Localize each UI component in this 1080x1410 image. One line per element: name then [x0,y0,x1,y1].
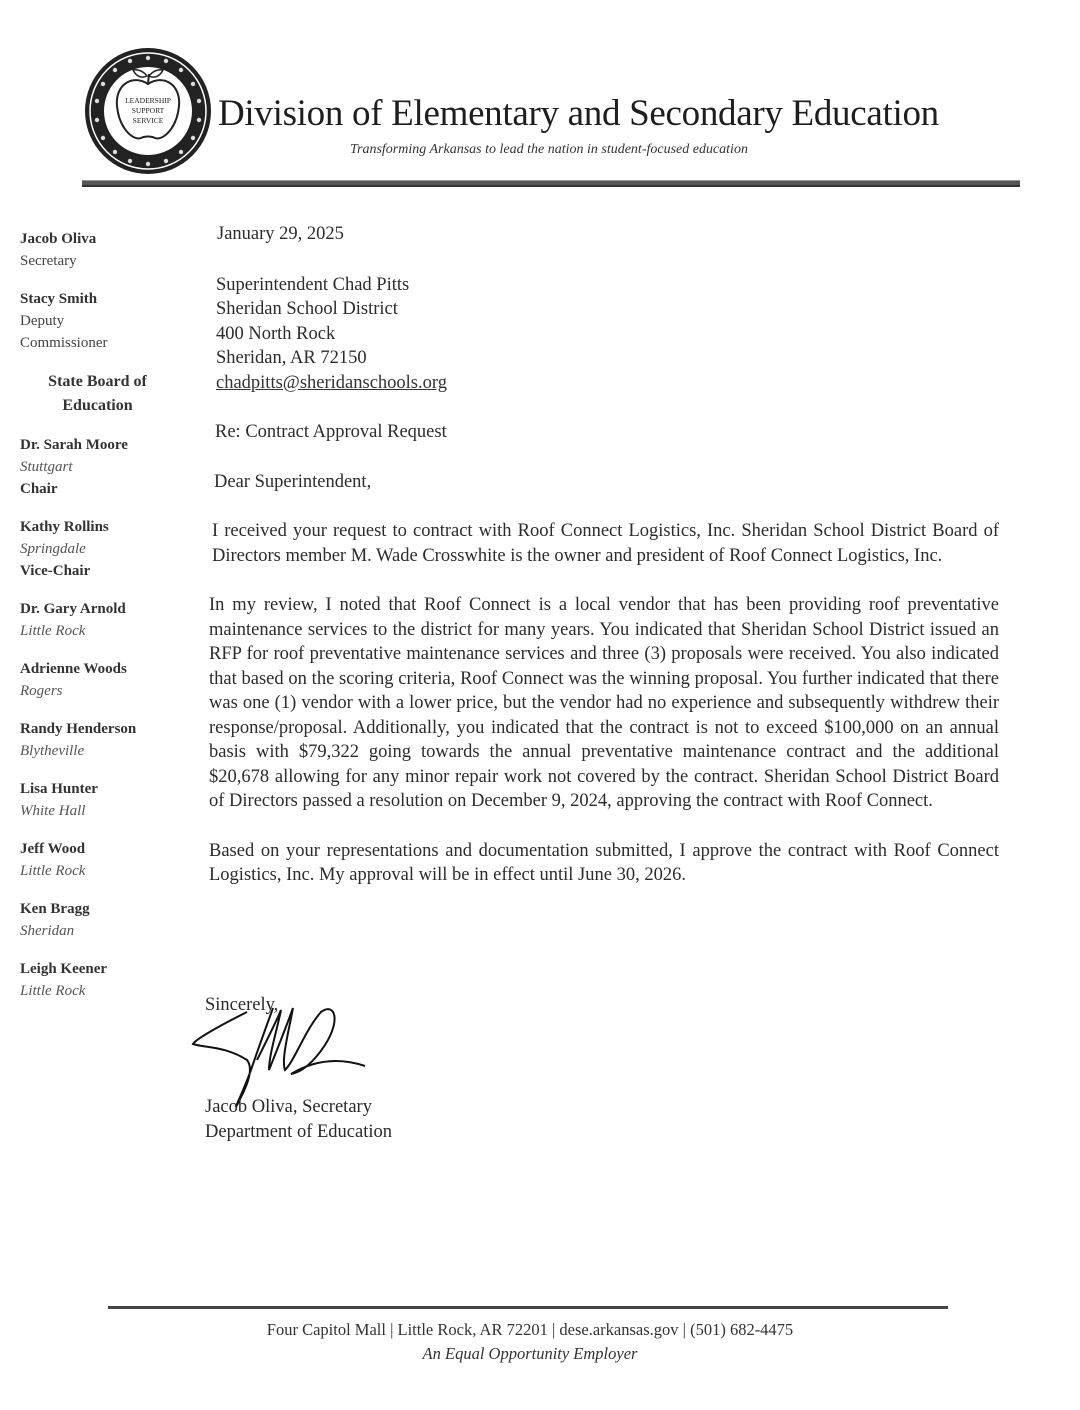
member-name: Dr. Sarah Moore [20,437,128,453]
board-member [20,434,200,500]
letterhead-sidebar [20,228,200,1018]
official-name: Jacob Oliva [20,231,97,247]
board-member [20,516,200,582]
paragraph-2: In my review, I noted that Roof Connect is a local vendor that has been providing roof preventative maintenance services to the district for many years. You indicated that Sheridan School District issued an RFP for roof preventative maintenance services and three (3) proposals were received. You also indicated that based on the scoring criteria, Roof Connect was the winning proposal. You further indicated that there was one (1) vendor with a lower price, but the vendor had no experience and subsequently withdrew their response/proposal. Additionally, you indicated that the contract is not to exceed $100,000 on an annual basis with $79,322 going towards the annual preventative maintenance contract and the additional $20,678 allowing for any minor repair work not covered by the contract. Sheridan School District Board of Directors passed a resolution on December 9, 2024, approving the contract with Roof Connect. [209,595,999,811]
member-name: Dr. Gary Arnold [20,601,126,617]
seal-text-3: SERVICE [132,116,164,125]
recipient-email-link[interactable]: chadpitts@sheridanschools.org [216,372,447,393]
board-member [20,838,200,882]
letter-body [209,222,999,888]
board-member [20,718,200,762]
official-role: Deputy [20,313,65,329]
signature-image [185,1000,395,1110]
official-role: Commissioner [20,335,108,351]
board-member [20,898,200,942]
closing: Sincerely, [205,995,279,1015]
seal-text-1: LEADERSHIP [125,96,171,105]
leadership-seal-logo [83,46,213,176]
member-name: Ken Bragg [20,901,90,917]
board-member [20,658,200,702]
member-name: Adrienne Woods [20,661,127,677]
member-city: Little Rock [20,983,86,999]
recipient-line: Sheridan School District [216,299,398,319]
member-name: Randy Henderson [20,721,137,737]
subject-line: Re: Contract Approval Request [215,422,447,442]
member-name: Lisa Hunter [20,781,98,797]
recipient-line: 400 North Rock [216,323,336,344]
agency-tagline: Transforming Arkansas to lead the nation in student-focused education [350,142,748,157]
official-entry [20,288,200,354]
member-city: White Hall [20,803,86,819]
member-city: Rogers [20,683,63,699]
board-member [20,598,200,642]
paragraph-1: I received your request to contract with Roof Connect Logistics, Inc. Sheridan School District Board of Directors member M. Wade Crosswhite is the owner and president of Roof Connect Logistics, Inc. [212,521,999,566]
seal-text-2: SUPPORT [131,106,165,115]
member-city: Little Rock [20,863,86,879]
header-divider [82,180,1020,187]
official-role: Secretary [20,253,77,269]
member-title: Chair [20,481,58,497]
footer-address: Four Capitol Mall | Little Rock, AR 72201 | dese.arkansas.gov | (501) 682-4475 [266,1320,794,1339]
footer-eoe: An Equal Opportunity Employer [422,1344,638,1363]
footer-divider [108,1306,948,1309]
board-heading-line: Education [62,397,133,414]
member-city: Springdale [20,541,86,557]
member-name: Leigh Keener [20,961,108,977]
recipient-address [216,273,999,396]
signer-name: Jacob Oliva, Secretary [205,1097,372,1117]
board-member [20,778,200,822]
paragraph-3: Based on your representations and documentation submitted, I approve the contract with Roof Connect Logistics, Inc. My approval will be in effect until June 30, 2026. [209,840,999,885]
board-member [20,958,200,1002]
member-name: Jeff Wood [20,841,86,857]
board-heading-line: State Board of [48,373,147,390]
member-city: Blytheville [20,743,85,759]
member-city: Stuttgart [20,459,73,475]
recipient-line: Sheridan, AR 72150 [216,348,367,368]
member-city: Sheridan [20,923,75,939]
member-city: Little Rock [20,623,86,639]
board-heading [20,370,175,418]
recipient-line: Superintendent Chad Pitts [216,274,410,295]
signer-department: Department of Education [205,1122,392,1142]
signer-block [205,1095,392,1145]
official-name: Stacy Smith [20,291,98,307]
member-name: Kathy Rollins [20,519,109,535]
official-entry [20,228,200,272]
member-title: Vice-Chair [20,563,91,579]
letterhead-footer [0,1318,1060,1366]
letter-date: January 29, 2025 [217,224,344,244]
salutation: Dear Superintendent, [214,471,372,492]
agency-title: Division of Elementary and Secondary Education [218,93,939,134]
